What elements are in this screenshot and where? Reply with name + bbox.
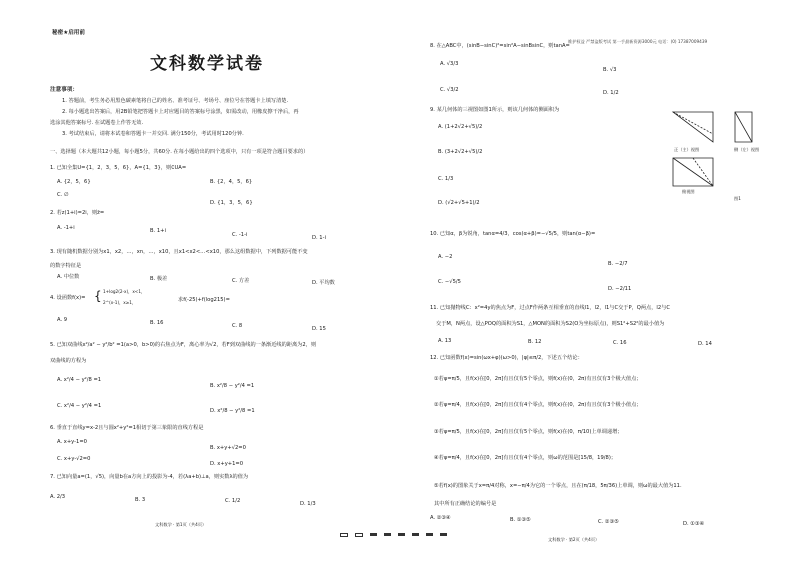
q12-option-d: D. ①③④ xyxy=(683,521,705,527)
q11-option-a: A. 13 xyxy=(438,338,452,344)
q3-stem: 3. 现有随机数据分别为x1，x2，…，xn，…，x10，且x1<x2<…<x10，那么这组数据中，下列数据可能不变 xyxy=(50,249,308,255)
q2-option-a: A. -1+i xyxy=(57,225,75,231)
q2-option-c: C. -1-i xyxy=(232,232,248,238)
q12-statement-4: ④若φ=π/4，且f(x)在[0，2π]有且仅有4个零点，则ω的范围是[15/8，19/8)； xyxy=(434,455,617,461)
q3-stem-cont: 的数字特征是 xyxy=(50,263,82,269)
q12-option-c: C. ②③⑤ xyxy=(598,519,619,525)
q9-option-d: D. (√2+√5+1)/2 xyxy=(438,200,480,206)
q6-option-c: C. x+y-√2=0 xyxy=(57,456,91,462)
exam-title: 文科数学试卷 xyxy=(150,54,264,74)
q12-statement-2: ②若φ=π/4，且f(x)在[0，2π]有且仅有4个零点，则f(x)在(0，2π)有且仅有3个极小值点； xyxy=(434,402,642,408)
q8-option-b: B. √3 xyxy=(603,67,617,73)
q10-stem: 10. 已知α，β为锐角，tanα=4/3，cos(α+β)=−√5/5，则tan(α−β)= xyxy=(430,231,596,237)
q9-stem: 9. 某几何体的三视图如图1所示，则该几何体的侧面积为 xyxy=(430,107,560,113)
note-2-cont: 选涂其他答案标号. 在试题卷上作答无效. xyxy=(50,120,144,126)
q4-option-c: C. 8 xyxy=(232,323,243,329)
q12-stem: 12. 已知函数f(x)=sin(ωx+φ)(ω>0)，|φ|≤π/2，下述五个结论： xyxy=(430,355,583,361)
q1-option-c: C. ∅ xyxy=(57,192,69,198)
q2-option-d: D. 1-i xyxy=(312,235,326,241)
q4-piece-2: 2^(x-1)，x≥1， xyxy=(103,300,137,305)
q12-option-a: A. ②③④ xyxy=(430,515,451,521)
q4-option-a: A. 9 xyxy=(57,317,68,323)
q12-tail: 其中所有正确结论的编号是 xyxy=(434,501,497,507)
q4-question: 求f(-25)+f(log215)= xyxy=(178,297,230,303)
q9-option-c: C. 1/3 xyxy=(438,176,454,182)
q11-option-d: D. 14 xyxy=(698,341,712,347)
q5-stem-cont: 双曲线的方程为 xyxy=(50,358,87,364)
q10-option-c: C. −√5/5 xyxy=(438,279,461,285)
left-page-footer: 文科数学 · 第1页（共4页） xyxy=(155,522,207,527)
q3-option-b: B. 极差 xyxy=(150,276,168,282)
q4-stem: 4. 设函数f(x)= xyxy=(50,295,86,301)
figure-label: 图1 xyxy=(734,196,741,201)
q8-stem: 8. 在△ABC中，(sinB−sinC)²=sin²A−sinBsinC，则tanA= xyxy=(430,43,570,49)
q12-statement-5: ⑤若f(x)的图象关于x=π/4对称，x=−π/4为它的一个零点，且在(π/18，5π/36)上单调，则ω的最大值为11. xyxy=(434,483,682,489)
q6-option-d: D. x+y+1=0 xyxy=(210,461,244,467)
q1-option-d: D. {1，3，5，6} xyxy=(210,200,253,206)
q10-option-d: D. −2/11 xyxy=(608,286,632,292)
q10-option-b: B. −2/7 xyxy=(608,261,628,267)
q9-option-a: A. (1+2√2+√5)/2 xyxy=(438,124,483,130)
q7-stem: 7. 已知向量a=(1，√5)，向量b在a方向上的投影为-4，若(λa+b)⊥a，则实数λ的值为 xyxy=(50,474,249,480)
q3-option-c: C. 方差 xyxy=(232,278,250,284)
q12-option-b: B. ①③⑤ xyxy=(510,517,531,523)
q4-option-b: B. 16 xyxy=(150,320,164,326)
q6-stem: 6. 垂直于直线y=x-2且与圆x²+y²=1相切于第三象限的直线方程是 xyxy=(50,425,204,431)
q2-stem: 2. 若z(1+i)=2i，则z̄= xyxy=(50,210,105,216)
note-2: 2. 每小题选出答案后，用2B铅笔把答题卡上对应题目的答案标号涂黑，如需改动，用橡皮擦干净后，再 xyxy=(62,109,299,115)
q5-option-b: B. x²/8 − y²/4 =1 xyxy=(210,383,255,389)
q3-option-d: D. 平均数 xyxy=(312,280,335,286)
q5-stem: 5. 已知双曲线x²/a² − y²/b² =1(a>0，b>0)的右焦点为F，离心率为√2，若F到双曲线的一条渐近线的距离为2，则 xyxy=(50,342,317,348)
q5-option-a: A. x²/4 − y²/8 =1 xyxy=(57,377,102,383)
q7-option-b: B. 3 xyxy=(135,497,146,503)
q7-option-d: D. 1/3 xyxy=(300,501,316,507)
q5-option-c: C. x²/4 − y²/4 =1 xyxy=(57,403,102,409)
q3-option-a: A. 中位数 xyxy=(57,274,80,280)
q1-option-b: B. {2，4，5，6} xyxy=(210,179,253,185)
q1-option-a: A. {2，5，6} xyxy=(57,179,91,185)
q7-option-a: A. 2/3 xyxy=(50,494,66,500)
q6-option-b: B. x+y+√2=0 xyxy=(210,445,246,451)
q8-option-c: C. √3/2 xyxy=(440,87,459,93)
q11-option-c: C. 16 xyxy=(613,340,627,346)
three-view-figure xyxy=(668,108,788,212)
secret-label: 秘密★启用前 xyxy=(52,30,85,36)
q2-option-b: B. 1+i xyxy=(150,228,166,234)
front-view-shape xyxy=(673,112,713,142)
q8-option-a: A. √3/3 xyxy=(440,61,459,67)
q8-option-d: D. 1/2 xyxy=(603,90,619,96)
q4-brace: { xyxy=(94,289,102,303)
side-view-caption: 侧（左）视图 xyxy=(734,147,760,152)
q11-option-b: B. 12 xyxy=(528,339,542,345)
q6-option-a: A. x+y-1=0 xyxy=(57,439,87,445)
q9-option-b: B. (3+2√2+√5)/2 xyxy=(438,149,483,155)
top-view-caption: 俯视图 xyxy=(682,189,695,194)
notes-heading: 注意事项： xyxy=(50,87,78,93)
q4-option-d: D. 15 xyxy=(312,326,326,332)
right-page-footer: 文科数学 · 第2页（共4页） xyxy=(548,537,600,542)
q11-stem: 11. 已知抛物线C：x²=4y的焦点为F，过点F作两条互相垂直的直线l1，l2，l1与C交于P，Q两点，l2与C xyxy=(430,305,670,311)
q7-option-c: C. 1/2 xyxy=(225,498,241,504)
note-1: 1. 答题前，考生务必用黑色碳素笔将自己的姓名、准考证号、考场号、座位号在答题卡上填写清楚. xyxy=(62,98,289,104)
q10-option-a: A. −2 xyxy=(438,254,453,260)
front-view-caption: 正（主）视图 xyxy=(674,147,700,152)
q12-statement-3: ③若φ=π/5，且f(x)在[0，2π]有且仅有5个零点，则f(x)在(0，π/10)上单调递增； xyxy=(434,429,623,435)
section-1-heading: 一、选择题（本大题共12小题，每小题5分，共60分. 在每小题给出的四个选项中，只有一项是符合题目要求的） xyxy=(50,149,309,155)
right-page xyxy=(398,0,794,561)
q4-piece-1: 1+log2(2-x)，x<1， xyxy=(103,289,146,294)
q5-option-d: D. x²/8 − y²/8 =1 xyxy=(210,408,255,414)
note-3: 3. 考试结束后，请将本试卷和答题卡一并交回. 满分150分，考试用时120分钟. xyxy=(62,131,244,137)
q1-stem: 1. 已知全集U={1，2，3，5，6}，A={1，3}，则∁UA= xyxy=(50,165,187,171)
header-notice: 维护权益 严禁盗版考试 第一手最新资源3000元 电话：(0) 17387009439 xyxy=(568,39,708,44)
q11-stem-cont: 交于M，N两点，设△POQ的面积为S1，△MON的面积为S2(O为坐标原点)，则S1²+S2²的最小值为 xyxy=(436,321,665,327)
q12-statement-1: ①若φ=π/5，且f(x)在[0，2π]有且仅有5个零点，则f(x)在(0，2π)有且仅有3个极大值点； xyxy=(434,376,642,382)
